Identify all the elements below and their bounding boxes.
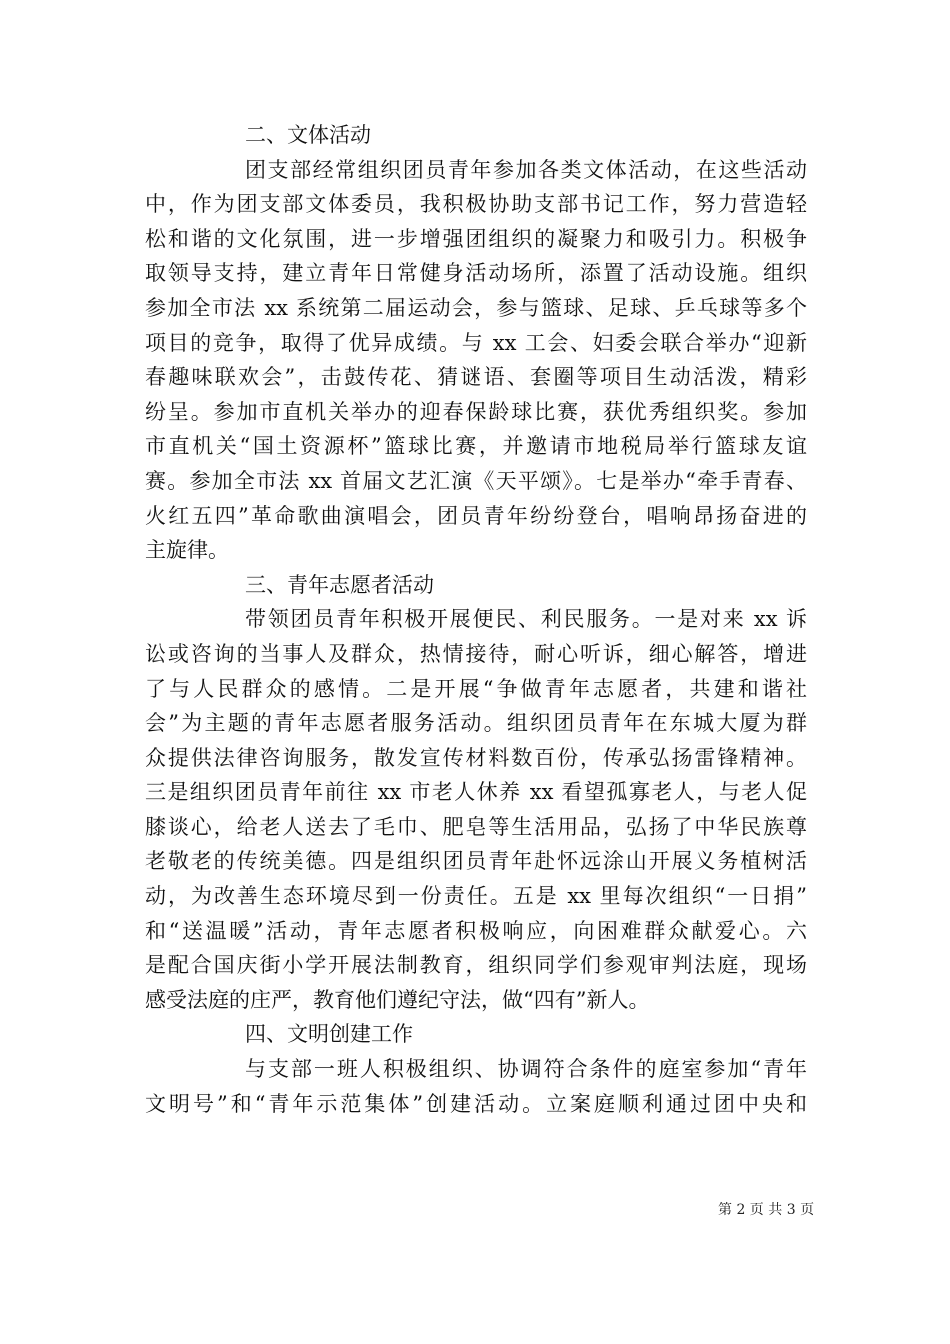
paragraph-line: 会”为主题的青年志愿者服务活动。组织团员青年在东城大厦为群 <box>145 711 807 736</box>
paragraph-line: 参加全市法 xx 系统第二届运动会，参与篮球、足球、乒乓球等多个 <box>145 295 807 320</box>
paragraph-line: 团支部经常组织团员青年参加各类文体活动，在这些活动 <box>245 157 807 182</box>
paragraph-line: 取领导支持，建立青年日常健身活动场所，添置了活动设施。组织 <box>145 261 807 286</box>
section-heading: 三、青年志愿者活动 <box>245 572 434 597</box>
paragraph-line: 了与人民群众的感情。二是开展“争做青年志愿者，共建和谐社 <box>145 676 807 701</box>
paragraph-line: 是配合国庆街小学开展法制教育，组织同学们参观审判法庭，现场 <box>145 953 807 978</box>
paragraph-line: 中，作为团支部文体委员，我积极协助支部书记工作，努力营造轻 <box>145 192 807 217</box>
paragraph-line: 纷呈。参加市直机关举办的迎春保龄球比赛，获优秀组织奖。参加 <box>145 399 807 424</box>
document-body <box>145 118 807 1121</box>
paragraph-line: 松和谐的文化氛围，进一步增强团组织的凝聚力和吸引力。积极争 <box>145 226 807 251</box>
paragraph-line: 与支部一班人积极组织、协调符合条件的庭室参加“青年 <box>245 1057 807 1082</box>
paragraph-line: 项目的竞争，取得了优异成绩。与 xx 工会、妇委会联合举办“迎新 <box>145 330 807 355</box>
paragraph-line: 讼或咨询的当事人及群众，热情接待，耐心听诉，细心解答，增进 <box>145 641 807 666</box>
paragraph-line: 老敬老的传统美德。四是组织团员青年赴怀远涂山开展义务植树活 <box>145 849 807 874</box>
section-heading: 四、文明创建工作 <box>245 1022 413 1047</box>
paragraph-line: 膝谈心，给老人送去了毛巾、肥皂等生活用品，弘扬了中华民族尊 <box>145 814 807 839</box>
paragraph-line: 主旋律。 <box>145 538 229 563</box>
paragraph-line: 文明号”和“青年示范集体”创建活动。立案庭顺利通过团中央和 <box>145 1091 807 1116</box>
paragraph-line: 三是组织团员青年前往 xx 市老人休养 xx 看望孤寡老人，与老人促 <box>145 780 807 805</box>
paragraph-line: 春趣味联欢会”，击鼓传花、猜谜语、套圈等项目生动活泼，精彩 <box>145 365 807 390</box>
paragraph-line: 感受法庭的庄严，教育他们遵纪守法，做“四有”新人。 <box>145 987 650 1012</box>
paragraph-line: 带领团员青年积极开展便民、利民服务。一是对来 xx 诉 <box>245 607 807 632</box>
paragraph-line: 赛。参加全市法 xx 首届文艺汇演《天平颂》。七是举办“牵手青春、 <box>145 468 807 493</box>
section-heading: 二、文体活动 <box>245 123 371 147</box>
paragraph-line: 火红五四”革命歌曲演唱会，团员青年纷纷登台，唱响昂扬奋进的 <box>145 503 807 528</box>
paragraph-line: 动，为改善生态环境尽到一份责任。五是 xx 里每次组织“一日捐” <box>145 884 807 909</box>
paragraph-line: 和“送温暖”活动，青年志愿者积极响应，向困难群众献爱心。六 <box>145 918 807 943</box>
paragraph-line: 众提供法律咨询服务，散发宣传材料数百份，传承弘扬雷锋精神。 <box>145 745 807 770</box>
page-number-footer: 第 2 页 共 3 页 <box>718 1202 815 1218</box>
paragraph-line: 市直机关“国土资源杯”篮球比赛，并邀请市地税局举行篮球友谊 <box>145 434 807 459</box>
